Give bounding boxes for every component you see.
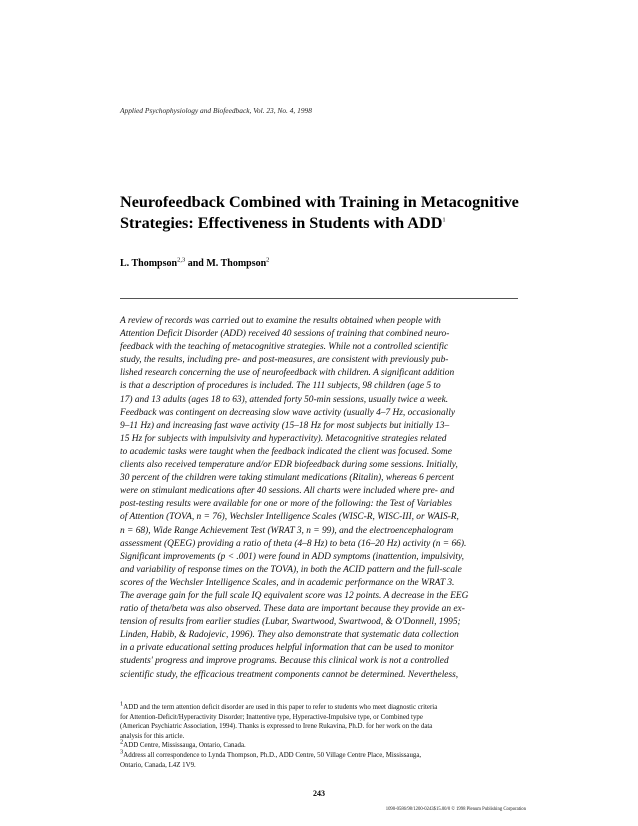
abstract-top-rule (120, 298, 518, 299)
abstract-line: Significant improvements (p < .001) were found in ADD symptoms (inattention, impulsivity, (120, 551, 464, 562)
page-number: 243 (313, 789, 325, 798)
title-footnote-mark: 1 (442, 216, 446, 224)
abstract-line: 15 Hz for subjects with impulsivity and hyperactivity). Metacognitive strategies related (120, 433, 447, 444)
abstract-line: were on stimulant medications after 40 sessions. All charts were included where pre- and (120, 486, 455, 497)
footnote-line (120, 700, 520, 713)
footnote-text: Ontario, Canada, L4Z 1V9. (120, 761, 196, 769)
author-2: M. Thompson (206, 258, 267, 269)
abstract-line: The average gain for the full scale IQ equivalent score was 12 points. A decrease in the EEG (120, 590, 469, 601)
title-line-2-text: Strategies: Effectiveness in Students with ADD (120, 214, 443, 232)
footnote-text: analysis for this article. (120, 732, 185, 740)
abstract-line: Attention Deficit Disorder (ADD) received 40 sessions of training that combined neuro- (120, 329, 450, 340)
abstract-line: n = 68), Wide Range Achievement Test (WRAT 3, n = 99), and the electroencephalogram (120, 525, 454, 536)
abstract-line: Feedback was contingent on decreasing slow wave activity (usually 4–7 Hz, occasionally (120, 407, 455, 418)
footnote-mark: 3 (120, 748, 124, 756)
abstract-line: clients also received temperature and/or EDR biofeedback during some sessions. Initially, (120, 460, 458, 471)
abstract-line: assessment (QEEG) providing a ratio of theta (4–8 Hz) to beta (16–20 Hz) activity (n = 66). (120, 538, 467, 549)
author-1-affiliation-marks: 2,3 (177, 256, 186, 264)
title-line-2 (120, 213, 540, 234)
footnote-line (120, 748, 520, 761)
article-title (120, 192, 540, 234)
abstract-line: 30 percent of the children were taking stimulant medications (Ritalin), whereas 6 percent (120, 473, 454, 484)
footnote-text: ADD and the term attention deficit disorder are used in this paper to refer to students who meet diagnostic criteria (123, 704, 438, 711)
footnote-line (120, 732, 520, 742)
abstract-line: A review of records was carried out to examine the results obtained when people with (120, 316, 441, 326)
copyright-line: 1090-0586/98/1200-0243$15.00/0 © 1998 Plenum Publishing Corporation (385, 807, 526, 812)
abstract-line: Linden, Habib, & Radojevic, 1996). They also demonstrate that systematic data collection (120, 630, 459, 641)
footnote-text: ADD Centre, Mississauga, Ontario, Canada. (123, 742, 246, 750)
abstract-line: in a private educational setting produces helpful information that can be used to monitor (120, 643, 454, 654)
abstract-line: study, the results, including pre- and post-measures, are consistent with previously pub- (120, 355, 449, 366)
abstract-line: post-testing results were available for one or more of the following: the Test of Variables (120, 499, 452, 510)
abstract-line: to academic tasks were taught when the feedback indicated the client was focused. Some (120, 446, 452, 457)
abstract-line: ratio of theta/beta was also observed. These data are important because they provide an ex- (120, 604, 465, 615)
footnote-line (120, 741, 520, 751)
abstract-line: tension of results from earlier studies (Lubar, Swartwood, Swartwood, & O'Donnell, 1995; (120, 617, 461, 628)
footnote-mark: 2 (120, 739, 124, 747)
author-conjunction: and (185, 258, 207, 269)
author-2-affiliation-marks: 2 (266, 256, 270, 264)
abstract-line: students' progress and improve programs. Because this clinical work is not a controlled (120, 656, 449, 667)
abstract-line: scientific study, the efficacious treatment components cannot be determined. Nevertheless, (120, 669, 459, 680)
journal-citation: Applied Psychophysiology and Biofeedback, Vol. 23, No. 4, 1998 (120, 106, 312, 115)
footnote-line (120, 713, 520, 723)
footnote-text: (American Psychiatric Association, 1994). Thanks is expressed to Irene Rukavina, Ph.D. for her work on the data (120, 723, 433, 731)
abstract-line: and variability of response times on the TOVA), in both the ACID pattern and the full-scale (120, 564, 462, 575)
abstract-line: of Attention (TOVA, n = 76), Wechsler Intelligence Scales (WISC-R, WISC-III, or WAIS-R, (120, 512, 459, 523)
footnote-text: Address all correspondence to Lynda Thompson, Ph.D., ADD Centre, 50 Village Centre Place, Mississauga, (123, 751, 422, 759)
abstract-line: feedback with the teaching of metacognitive strategies. While not a controlled scientific (120, 342, 449, 353)
footnote-line (120, 722, 520, 732)
abstract-line: 17) and 13 adults (ages 18 to 63), attended forty 50-min sessions, usually twice a week. (120, 394, 449, 405)
author-1: L. Thompson (120, 258, 178, 269)
footnote-line (120, 761, 520, 771)
title-line-1: Neurofeedback Combined with Training in Metacognitive (120, 193, 519, 211)
abstract-line: is that a description of procedures is included. The 111 subjects, 98 children (age 5 to (120, 381, 441, 392)
footnote-mark: 1 (120, 700, 124, 708)
author-line (120, 258, 540, 269)
footnote-text: for Attention-Deficit/Hyperactivity Disorder; Inattentive type, Hyperactive-Impulsive type, or Combined type (120, 713, 423, 721)
abstract-line: 9–11 Hz) and increasing fast wave activity (15–18 Hz for most subjects but initially 13– (120, 420, 450, 431)
footnotes (120, 700, 520, 770)
abstract-line: lished research concerning the use of neurofeedback with children. A significant addition (120, 368, 455, 379)
abstract (120, 315, 520, 682)
abstract-line: scores of the Wechsler Intelligence Scales, and in academic performance on the WRAT 3. (120, 577, 455, 588)
